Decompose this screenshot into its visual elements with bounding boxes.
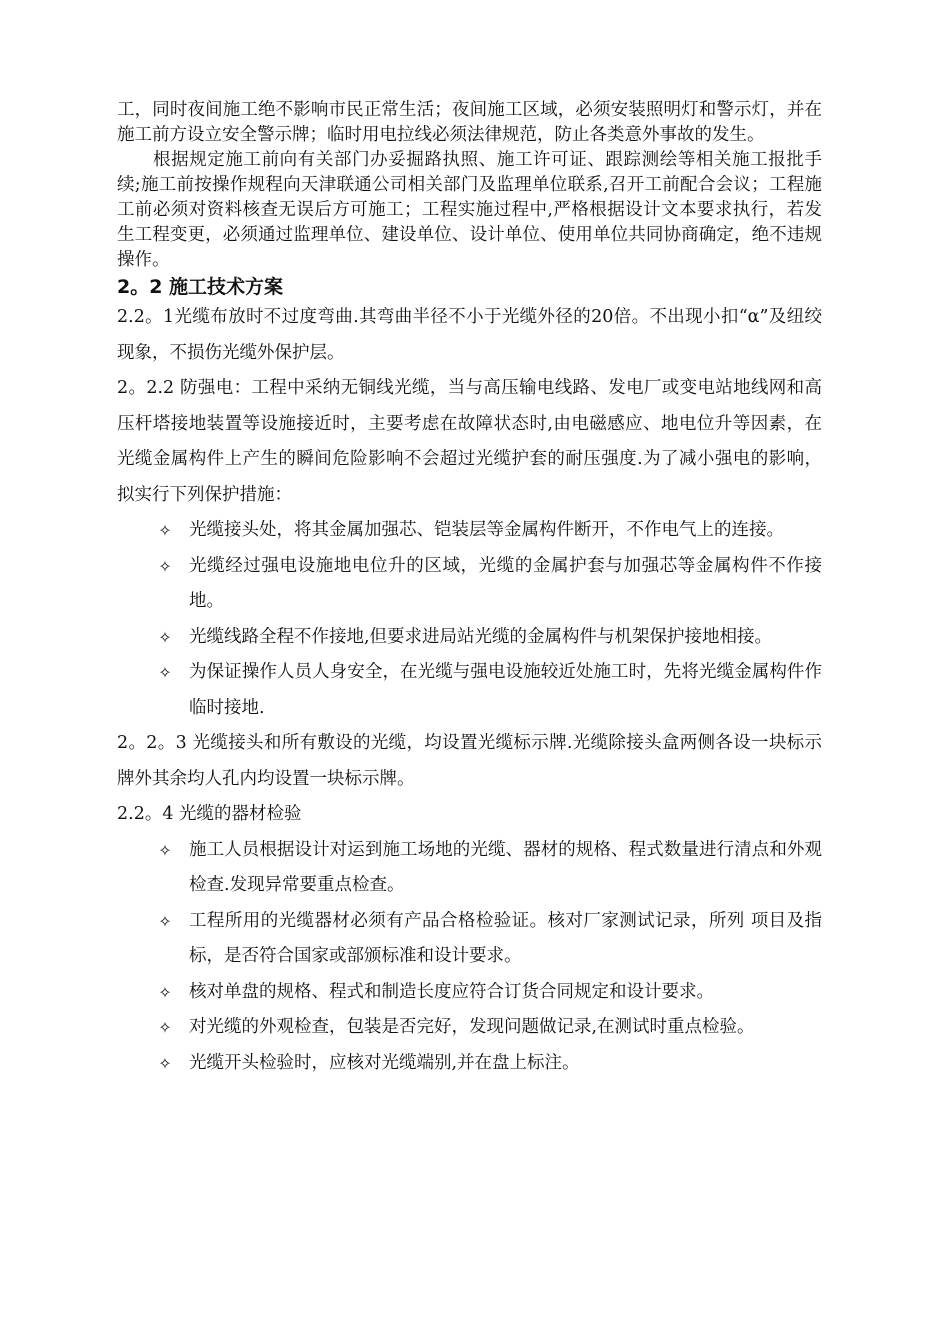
- list-item: [117, 513, 822, 549]
- diamond-bullet-icon: ✧: [158, 663, 172, 682]
- list-item: [117, 620, 822, 656]
- document-page: [117, 98, 822, 1081]
- list-item-text: 核对单盘的规格、程式和制造长度应符合订货合同规定和设计要求。: [189, 981, 714, 1002]
- list-item: [117, 833, 822, 904]
- list-item: [117, 1010, 822, 1046]
- diamond-bullet-icon: ✧: [158, 982, 172, 1002]
- diamond-bullet-icon: ✧: [158, 840, 172, 860]
- list-item-text: 光缆经过强电设施地电位升的区域，光缆的金属护套与加强芯等金属构件不作接地。: [189, 555, 822, 611]
- diamond-bullet-icon: ✧: [158, 521, 172, 540]
- list-item: [117, 904, 822, 975]
- diamond-bullet-icon: ✧: [158, 911, 172, 931]
- clause-2-2-3: 2。2。3 光缆接头和所有敷设的光缆，均设置光缆标示牌.光缆除接头盒两侧各设一块标示牌外其余均人孔内均设置一块标示牌。: [117, 733, 822, 789]
- diamond-bullet-icon: ✧: [158, 1018, 172, 1037]
- list-item: [117, 549, 822, 620]
- intro-paragraph-1: 工，同时夜间施工绝不影响市民正常生活；夜间施工区域，必须安装照明灯和警示灯，并在施工前方设立安全警示牌；临时用电拉线必须法律规范，防止各类意外事故的发生。: [117, 100, 822, 145]
- list-item-text: 工程所用的光缆器材必须有产品合格检验证。核对厂家测试记录，所列 项目及指标，是否符合国家或部颁标准和设计要求。: [189, 910, 822, 966]
- list-item: [117, 655, 822, 726]
- protection-measures-list: [117, 513, 822, 726]
- list-item-text: 光缆接头处，将其金属加强芯、铠装层等金属构件断开，不作电气上的连接。: [189, 520, 784, 540]
- diamond-bullet-icon: ✧: [158, 627, 172, 647]
- section-heading: 2。2 施工技术方案: [117, 276, 284, 298]
- clause-2-2-2: 2。2.2 防强电：工程中采纳无铜线光缆，当与高压输电线路、发电厂或变电站地线网和高压杆塔接地装置等设施接近时，主要考虑在故障状态时,由电磁感应、地电位升等因素，在光缆金属构件上产生的瞬间危险影响不会超过光缆护套的耐压强度.为了减小强电的影响，拟实行下列保护措施：: [117, 378, 822, 505]
- list-item-text: 光缆线路全程不作接地,但要求进局站光缆的金属构件与机架保护接地相接。: [189, 626, 773, 647]
- intro-paragraph-2: 根据规定施工前向有关部门办妥掘路执照、施工许可证、跟踪测绘等相关施工报批手续;施工前按操作规程向天津联通公司相关部门及监理单位联系,召开工前配合会议；工程施工前必须对资料核查无误后方可施工；工程实施过程中,严格根据设计文本要求执行，若发生工程变更，必须通过监理单位、建设单位、设计单位、使用单位共同协商确定，绝不违规操作。: [117, 150, 822, 270]
- clause-2-2-1: 2.2。1光缆布放时不过度弯曲.其弯曲半径不小于光缆外径的20倍。不出现小扣“α”及纽绞现象，不损伤光缆外保护层。: [117, 307, 822, 363]
- material-inspection-list: [117, 833, 822, 1082]
- clause-2-2-4-heading: 2.2。4 光缆的器材检验: [117, 804, 302, 824]
- list-item: [117, 975, 822, 1011]
- diamond-bullet-icon: ✧: [158, 1053, 172, 1073]
- list-item-text: 光缆开头检验时，应核对光缆端别,并在盘上标注。: [189, 1052, 580, 1073]
- list-item-text: 施工人员根据设计对运到施工场地的光缆、器材的规格、程式数量进行清点和外观检查.发现异常要重点检查。: [189, 839, 822, 895]
- list-item-text: 为保证操作人员人身安全，在光缆与强电设施较近处施工时，先将光缆金属构件作临时接地.: [189, 662, 822, 718]
- diamond-bullet-icon: ✧: [158, 556, 172, 576]
- list-item-text: 对光缆的外观检查，包装是否完好，发现问题做记录,在测试时重点检验。: [189, 1017, 755, 1037]
- list-item: [117, 1046, 822, 1082]
